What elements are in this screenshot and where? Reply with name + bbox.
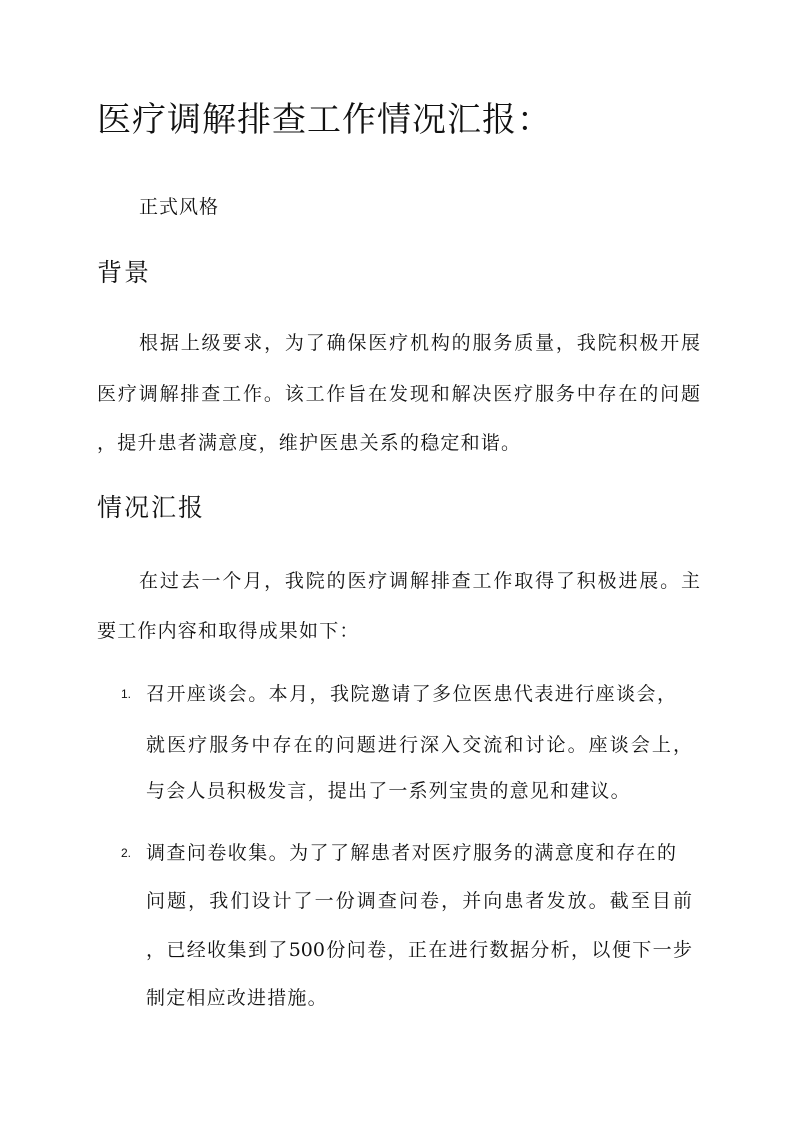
report-heading: 情况汇报 bbox=[97, 493, 206, 522]
list-item-line: 调查问卷收集。为了了解患者对医疗服务的满意度和存在的 bbox=[146, 842, 676, 864]
background-paragraph-line: ，提升患者满意度，维护医患关系的稳定和谐。 bbox=[97, 432, 522, 454]
style-note: 正式风格 bbox=[139, 196, 220, 218]
document-title: 医疗调解排查工作情况汇报： bbox=[97, 100, 552, 140]
background-paragraph-line: 医疗调解排查工作。该工作旨在发现和解决医疗服务中存在的问题 bbox=[97, 383, 700, 405]
list-item-number: 1. bbox=[121, 687, 132, 701]
background-paragraph-line: 根据上级要求，为了确保医疗机构的服务质量，我院积极开展 bbox=[139, 332, 700, 354]
report-intro-line: 在过去一个月，我院的医疗调解排查工作取得了积极进展。主 bbox=[139, 570, 700, 592]
list-item-line: 召开座谈会。本月，我院邀请了多位医患代表进行座谈会， bbox=[146, 683, 676, 705]
list-item-line: 问题，我们设计了一份调查问卷，并向患者发放。截至目前 bbox=[146, 890, 692, 912]
list-item-line: ，已经收集到了500份问卷，正在进行数据分析，以便下一步 bbox=[146, 939, 692, 961]
background-heading: 背景 bbox=[97, 258, 152, 287]
list-item-line: 与会人员积极发言，提出了一系列宝贵的意见和建议。 bbox=[146, 780, 631, 802]
report-intro-line: 要工作内容和取得成果如下： bbox=[97, 620, 360, 642]
list-item-line: 制定相应改进措施。 bbox=[146, 987, 328, 1009]
list-item-number: 2. bbox=[121, 846, 132, 860]
list-item-line: 就医疗服务中存在的问题进行深入交流和讨论。座谈会上， bbox=[146, 734, 692, 756]
